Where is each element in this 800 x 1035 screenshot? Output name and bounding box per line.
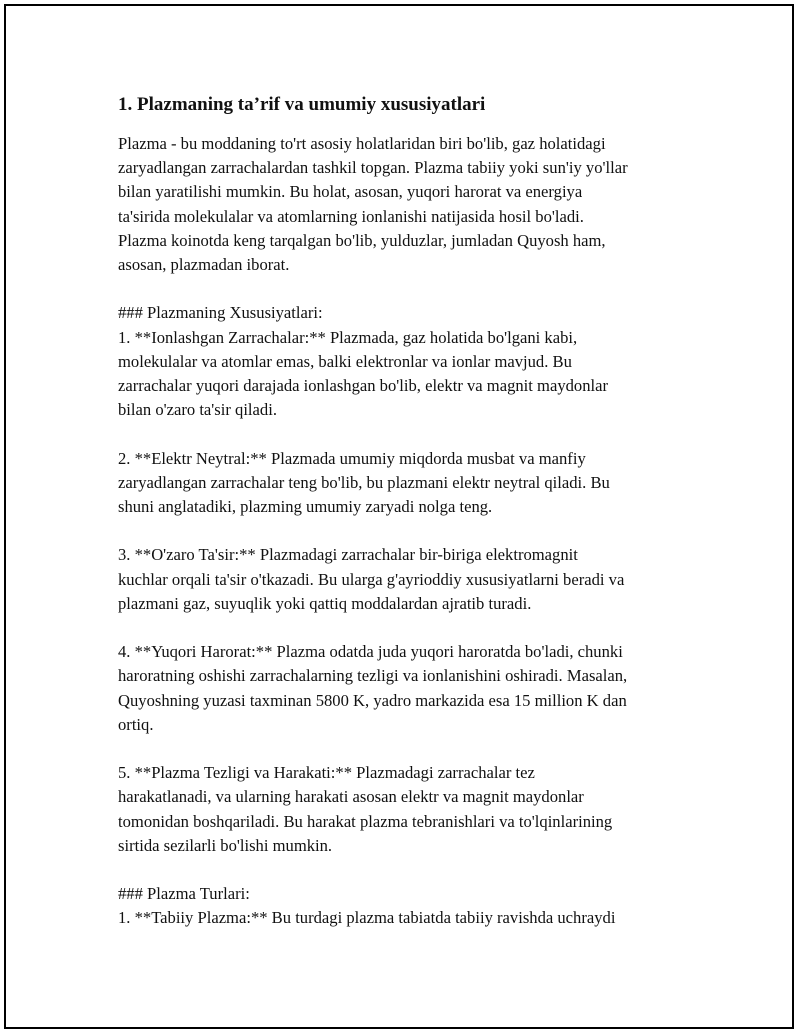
section-heading-properties: ### Plazmaning Xususiyatlari: <box>118 303 323 323</box>
property-item-5: 5. **Plazma Tezligi va Harakati:** Plazmadagi zarrachalar tez harakatlanadi, va ularning harakati asosan elektr va magnit maydonlar tomonidan boshqariladi. Bu harakat plazma tebranishlari va to'lqinlarining sirtida sezilarli bo'lishi mumkin. <box>118 763 613 855</box>
document-title: 1. Plazmaning ta’rif va umumiy xususiyatlari <box>118 94 486 115</box>
property-item-4: 4. **Yuqori Harorat:** Plazma odatda juda yuqori haroratda bo'ladi, chunki haroratning oshishi zarrachalarning tezligi va ionlanishini oshiradi. Masalan, Quyoshning yuzasi taxminan 5800 K, yadro markazida esa 15 million K dan ortiq. <box>118 642 628 734</box>
type-item-1: 1. **Tabiiy Plazma:** Bu turdagi plazma tabiatda tabiiy ravishda uchraydi <box>118 908 616 928</box>
property-item-2: 2. **Elektr Neytral:** Plazmada umumiy miqdorda musbat va manfiy zaryadlangan zarrachalar teng bo'lib, bu plazmani elektr neytral qiladi. Bu shuni anglatadiki, plazming umumiy zaryadi nolga teng. <box>118 448 610 517</box>
document-body <box>118 92 703 931</box>
property-item-1: 1. **Ionlashgan Zarrachalar:** Plazmada, gaz holatida bo'lgani kabi, molekulalar va atomlar emas, balki elektronlar va ionlar mavjud. Bu zarrachalar yuqori darajada ionlashgan bo'lib, elektr va magnit maydonlar bilan o'zaro ta'sir qiladi. <box>118 327 609 420</box>
property-item-3: 3. **O'zaro Ta'sir:** Plazmadagi zarrachalar bir-biriga elektromagnit kuchlar orqali ta'sir o'tkazadi. Bu ularga g'ayrioddiy xususiyatlarni beradi va plazmani gaz, suyuqlik yoki qattiq moddalardan ajratib turadi. <box>118 545 625 613</box>
intro-paragraph: Plazma - bu moddaning to'rt asosiy holatlaridan biri bo'lib, gaz holatidagi zaryadlangan zarrachalardan tashkil topgan. Plazma tabiiy yoki sun'iy yo'llar bilan yaratilishi mumkin. Bu holat, asosan, yuqori harorat va energiya ta'sirida molekulalar va atomlarning ionlanishi natijasida hosil bo'ladi. Plazma koinotda keng tarqalgan bo'lib, yulduzlar, jumladan Quyosh ham, asosan, plazmadan iborat. <box>118 134 628 275</box>
section-heading-types: ### Plazma Turlari: <box>118 884 250 904</box>
